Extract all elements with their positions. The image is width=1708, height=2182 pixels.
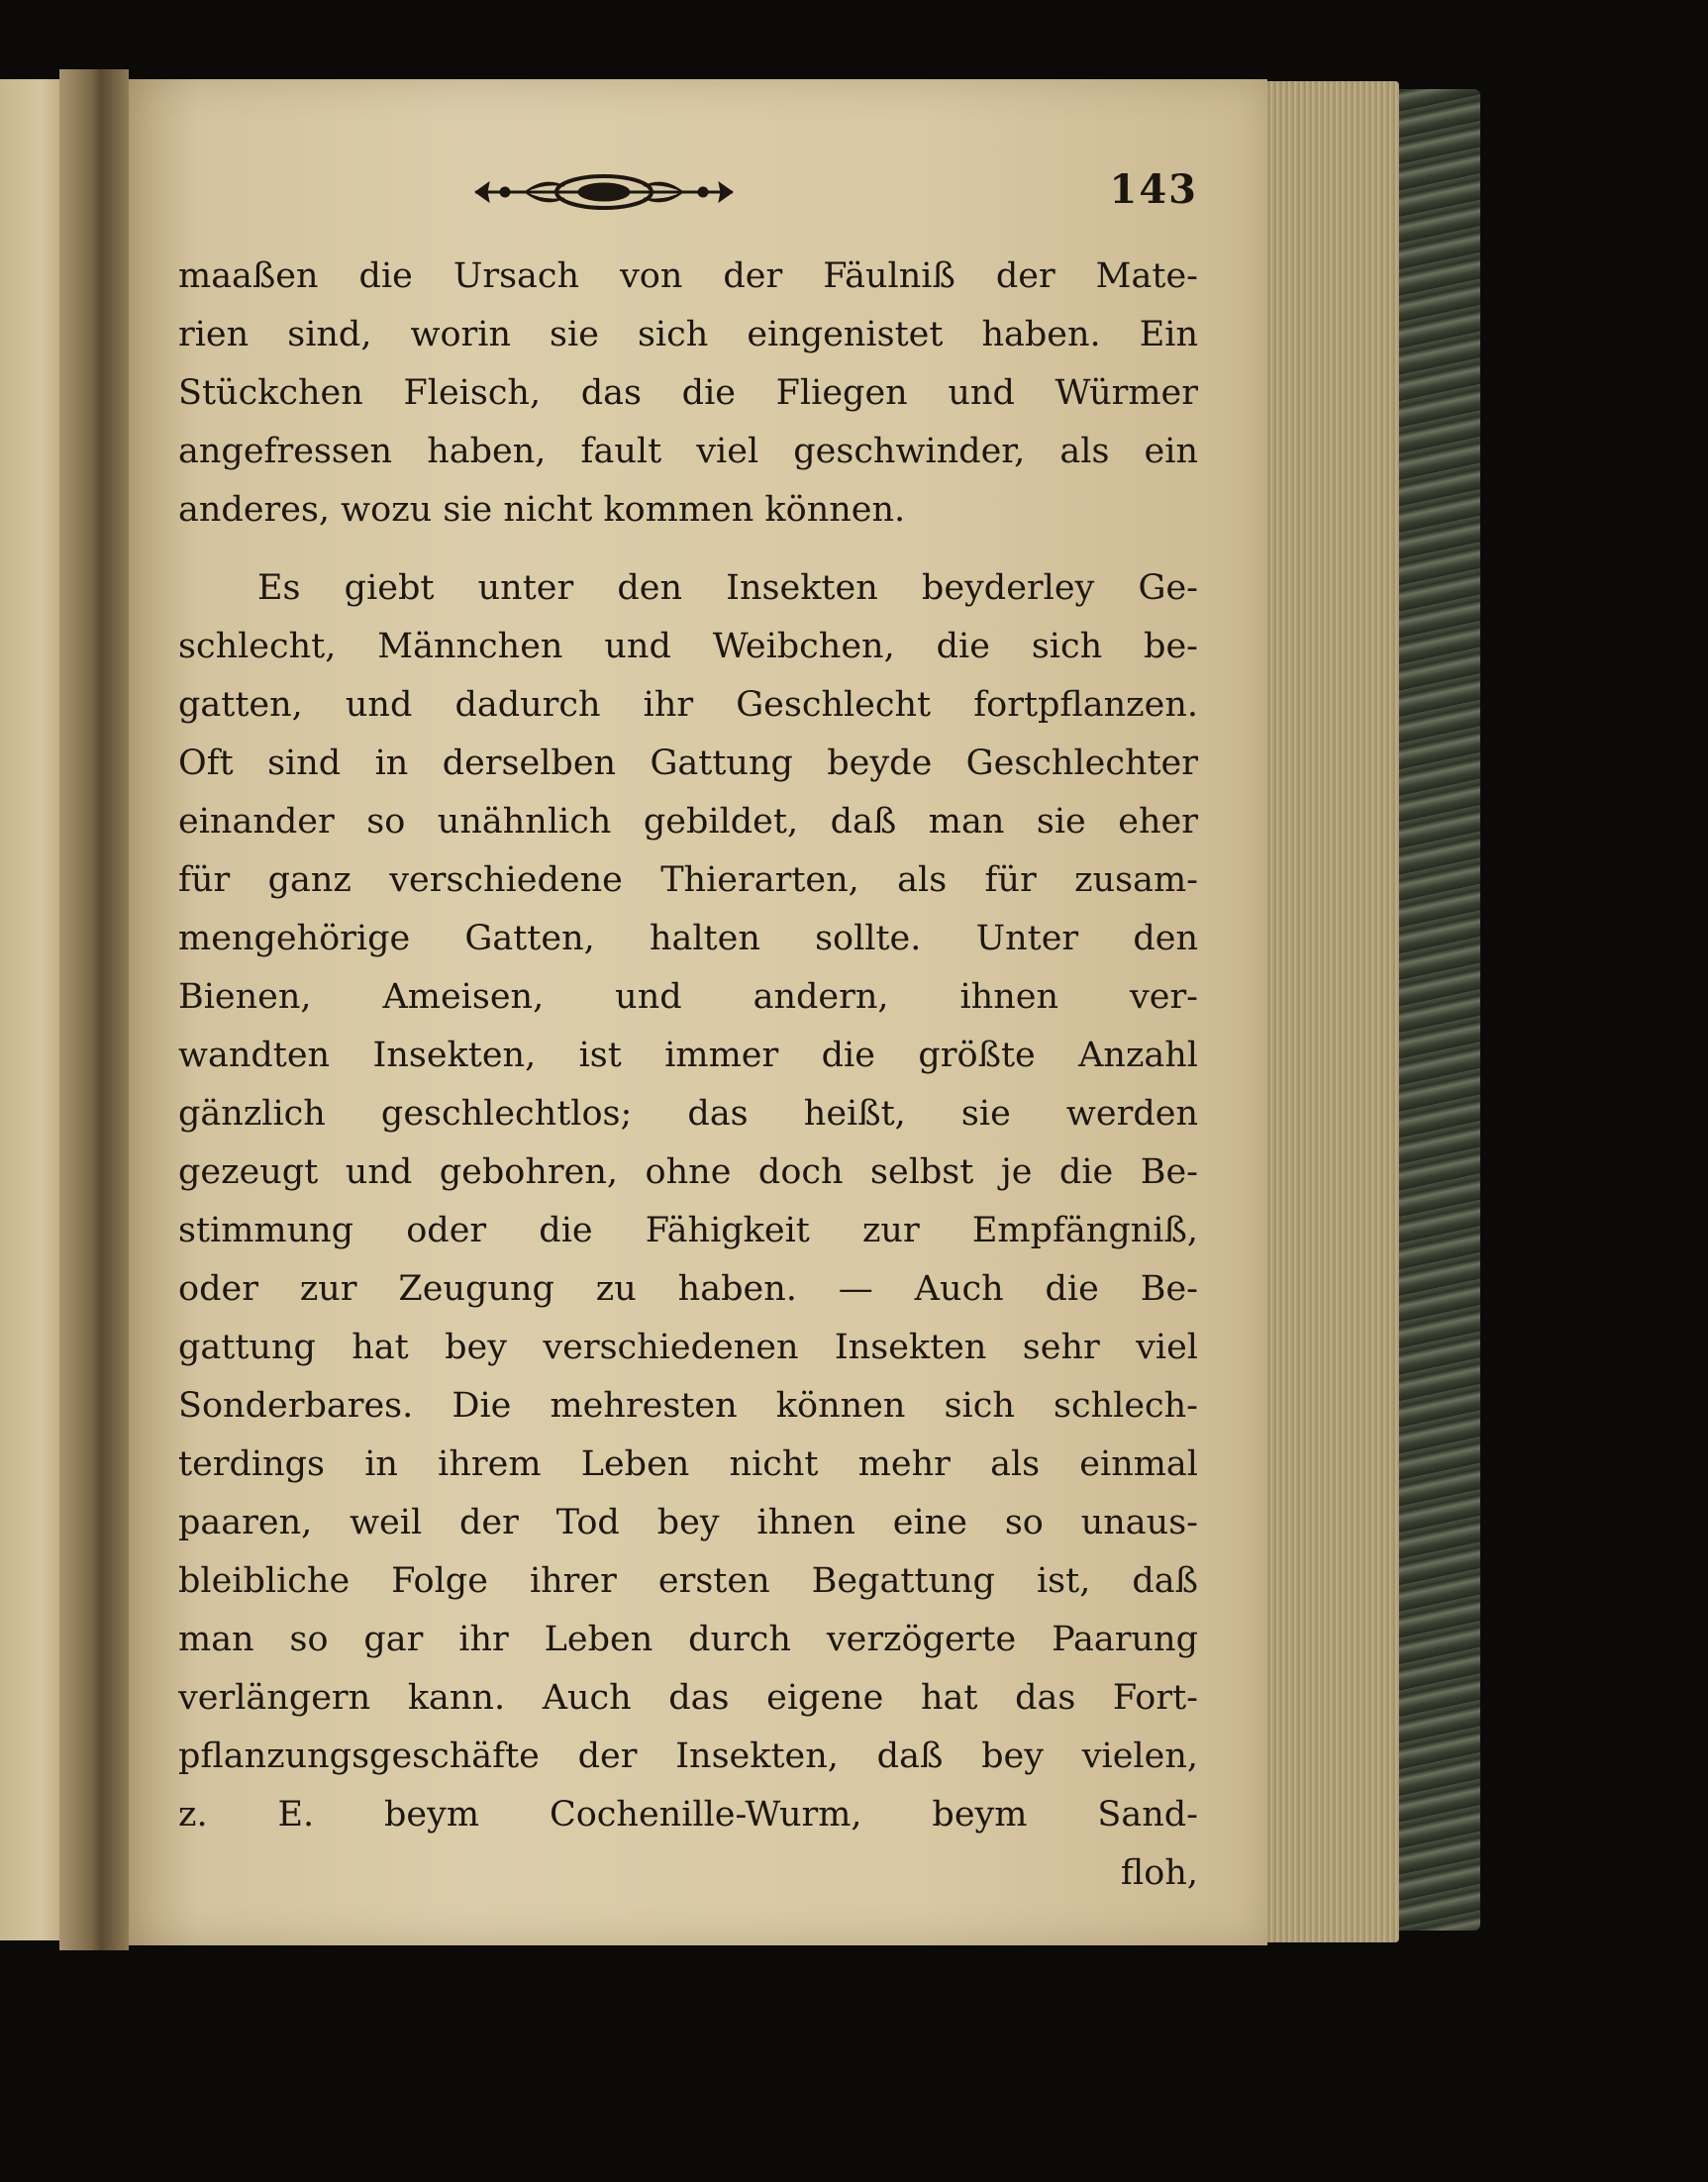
text-line: rien sind, worin sie sich eingenistet haben. Ein — [178, 315, 1198, 354]
text-line: schlecht, Männchen und Weibchen, die sich be- — [178, 627, 1198, 666]
text-line: gänzlich geschlechtlos; das heißt, sie werden — [178, 1094, 1198, 1134]
text-line: Oft sind in derselben Gattung beyde Geschlechter — [178, 744, 1198, 783]
text-line: gattung hat bey verschiedenen Insekten sehr viel — [178, 1328, 1198, 1367]
text-line: mengehörige Gatten, halten sollte. Unter den — [178, 919, 1198, 958]
book-gutter — [59, 69, 129, 1950]
text-line: Sonderbares. Die mehresten können sich schlech- — [178, 1386, 1198, 1426]
text-line: anderes, wozu sie nicht kommen können. — [178, 490, 906, 530]
text-line: maaßen die Ursach von der Fäulniß der Mate- — [178, 256, 1198, 296]
text-line: gatten, und dadurch ihr Geschlecht fortpflanzen. — [178, 685, 1198, 725]
text-line: angefressen haben, fault viel geschwinder, als ein — [178, 432, 1198, 471]
text-line: Es giebt unter den Insekten beyderley Ge- — [257, 568, 1198, 608]
text-line: Stückchen Fleisch, das die Fliegen und Würmer — [178, 373, 1198, 413]
text-line: wandten Insekten, ist immer die größte Anzahl — [178, 1036, 1198, 1075]
paragraph — [178, 248, 1198, 540]
book-page — [129, 79, 1267, 1945]
text-line: bleibliche Folge ihrer ersten Begattung ist, daß — [178, 1561, 1198, 1601]
paragraph — [178, 559, 1198, 1844]
text-line: paaren, weil der Tod bey ihnen eine so unaus- — [178, 1503, 1198, 1542]
text-line: oder zur Zeugung zu haben. — Auch die Be- — [178, 1269, 1198, 1309]
text-line: z. E. beym Cochenille-Wurm, beym Sand- — [178, 1795, 1198, 1835]
text-line: Bienen, Ameisen, und andern, ihnen ver- — [178, 977, 1198, 1017]
text-line: terdings in ihrem Leben nicht mehr als einmal — [178, 1444, 1198, 1484]
text-line: gezeugt und gebohren, ohne doch selbst je die Be- — [178, 1152, 1198, 1192]
text-line: pflanzungsgeschäfte der Insekten, daß bey vielen, — [178, 1736, 1198, 1776]
page-block-edges — [1256, 81, 1399, 1942]
catchword: floh, — [1120, 1853, 1198, 1893]
text-line: einander so unähnlich gebildet, daß man sie eher — [178, 802, 1198, 842]
text-line: stimmung oder die Fähigkeit zur Empfängniß, — [178, 1211, 1198, 1250]
body-text — [178, 248, 1198, 1903]
decorative-header-ornament-icon — [465, 168, 743, 216]
page-header — [465, 166, 1198, 226]
text-line: für ganz verschiedene Thierarten, als für zusam- — [178, 860, 1198, 900]
text-line: man so gar ihr Leben durch verzögerte Paarung — [178, 1620, 1198, 1659]
page-number: 143 — [1109, 166, 1198, 213]
text-line: verlängern kann. Auch das eigene hat das Fort- — [178, 1678, 1198, 1718]
